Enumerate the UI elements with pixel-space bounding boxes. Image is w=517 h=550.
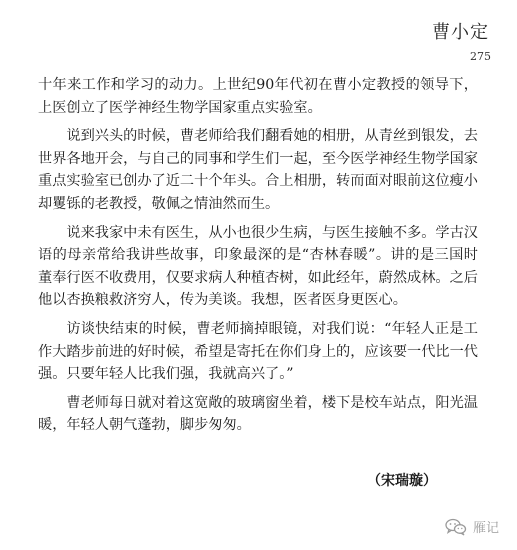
body-text [38, 74, 478, 443]
paragraph-3: 说来我家中未有医生，从小也很少生病，与医生接触不多。学古汉语的母亲常给我讲些故事，印象最深的是“杏林春暖”。讲的是三国时董奉行医不收费用，仅要求病人种植杏树，如此经年，蔚然成林。之后他以杏换粮救济穷人，传为美谈。我想，医者医身更医心。 [38, 224, 478, 309]
paragraph-1: 十年来工作和学习的动力。上世纪90年代初在曹小定教授的领导下，上医创立了医学神经生物学国家重点实验室。 [38, 77, 478, 116]
running-head-title: 曹小定 [432, 22, 489, 43]
watermark-label: 雁记 [472, 521, 499, 536]
paragraph-5: 曹老师每日就对着这宽敞的玻璃窗坐着，楼下是校车站点，阳光温暖，年轻人朝气蓬勃，脚步匆匆。 [38, 394, 478, 434]
watermark [445, 517, 499, 536]
author-signature: （宋瑞璇） [367, 473, 437, 489]
page-number: 275 [470, 50, 491, 63]
paragraph-4: 访谈快结束的时候，曹老师摘掉眼镜，对我们说：“年轻人正是工作大踏步前进的好时候，希望是寄托在你们身上的，应该要一代比一代强。只要年轻人比我们强，我就高兴了。” [38, 320, 478, 383]
paragraph-2: 说到兴头的时候，曹老师给我们翻看她的相册，从青丝到银发，去世界各地开会，与自己的同事和学生们一起，至今医学神经生物学国家重点实验室已创办了近二十个年头。合上相册，转而面对眼前这位瘦小却矍铄的老教授，敬佩之情油然而生。 [38, 128, 478, 212]
wechat-chat-bubbles-icon [445, 518, 467, 536]
